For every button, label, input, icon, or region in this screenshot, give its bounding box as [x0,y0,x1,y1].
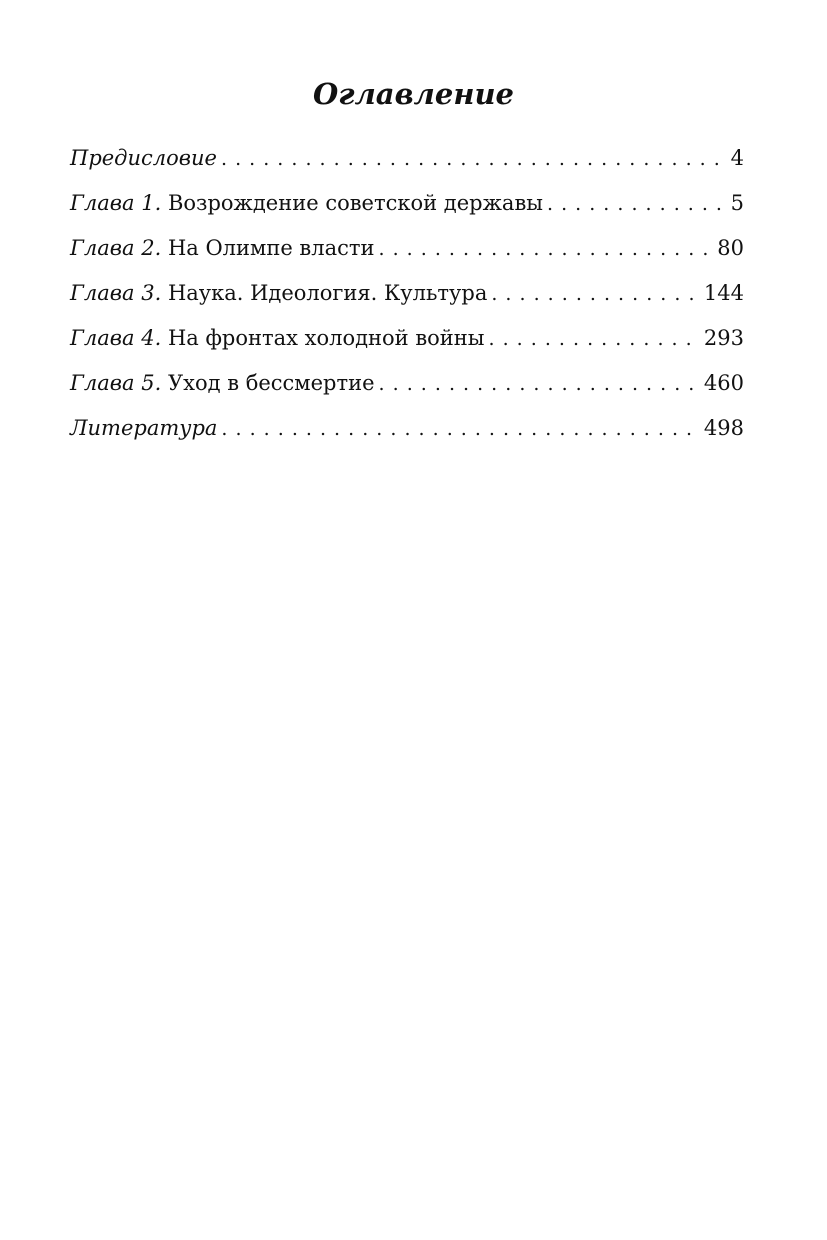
toc-entry-text: На фронтах холодной войны [167,326,485,350]
dot-leader [379,365,698,403]
toc-entry-text: Наука. Идеология. Культура [167,281,488,305]
toc-entry-label [70,274,487,312]
toc-entry-prefix: Глава 1. [70,191,162,215]
toc-entry-prefix: Предисловие [70,146,217,170]
toc-entry-label [70,229,375,267]
toc-entry-chapter-4 [70,319,744,364]
toc-entry-prefix: Глава 3. [70,281,162,305]
dot-leader [379,230,712,268]
toc-entry-page-number: 144 [703,281,744,305]
toc-entry-page-number: 498 [703,416,744,440]
toc-entry-prefix: Глава 5. [70,371,162,395]
dot-leader [221,140,725,178]
toc-entry-label [70,409,217,447]
toc-entry-prefix: Глава 2. [70,236,162,260]
dot-leader [221,410,697,448]
toc-entry-prefix: Литература [70,416,218,440]
toc-entry-page-number: 460 [703,371,744,395]
toc-entry-text: Уход в бессмертие [167,371,375,395]
toc-entry-preface [70,139,744,184]
toc-entry-chapter-1 [70,184,744,229]
toc-entry-label [70,184,543,222]
toc-entry-page-number: 4 [730,146,744,170]
toc-entry-label [70,319,485,357]
toc-entry-text: На Олимпе власти [167,236,375,260]
toc-entry-label [70,364,375,402]
toc-entry-literature [70,409,744,454]
toc-entry-chapter-5 [70,364,744,409]
dot-leader [547,185,725,223]
toc-entry-chapter-2 [70,229,744,274]
toc-entry-chapter-3 [70,274,744,319]
table-of-contents [70,139,744,454]
toc-entry-page-number: 293 [703,326,744,350]
dot-leader [489,320,698,358]
toc-entry-prefix: Глава 4. [70,326,162,350]
toc-entry-page-number: 5 [730,191,744,215]
toc-entry-page-number: 80 [717,236,744,260]
page-title: Оглавление [313,77,514,111]
toc-entry-text: Возрождение советской державы [167,191,543,215]
toc-entry-label [70,139,217,177]
dot-leader [491,275,698,313]
